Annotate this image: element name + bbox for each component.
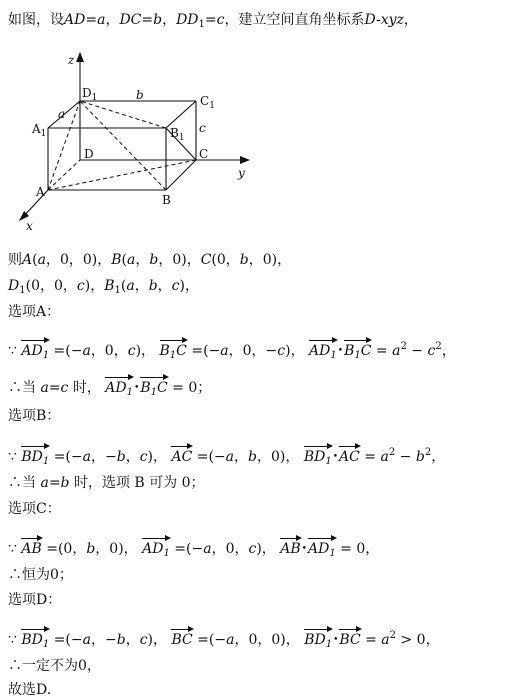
edge-a-label: a: [58, 107, 66, 121]
option-c-equation: ∵ AB =(0，b，0)， $AD_1 =(-a$，0，c)， $AB•AD_1 = 0$，: [8, 536, 379, 563]
option-b-equation: ∵ $BD_1 =(-a$，−b，c)， AC =(−a，b，0)， $BD_1•AC = a^2 - b^2$，: [8, 444, 445, 471]
option-a-equation: ∵ $AD_1 =(-a$，0，c)， $B_1C =(-a$，0，−c)， $AD_1•B_1C = a^2 - c^2$，: [8, 338, 456, 365]
intro-text: [8, 11, 418, 34]
label-A1: $A_1$: [32, 122, 47, 139]
option-b-title: 选项B：: [8, 408, 61, 424]
label-B1: $B_1$: [170, 126, 185, 143]
edge-c-label: c: [199, 121, 206, 135]
option-c-conclusion: ∴恒为0；: [8, 567, 73, 583]
option-d-title: 选项D：: [8, 592, 62, 608]
cuboid-figure: [0, 46, 260, 236]
label-B: B: [162, 193, 171, 207]
axis-y-label: y: [238, 166, 245, 180]
label-A: A: [36, 185, 45, 199]
option-b-conclusion: ∴当 a=b 时，选项 B 可为 0；: [8, 475, 205, 491]
intro-text-content: 如图，设AD=a，DC=b，$DD_1=c$，建立空间直角坐标系D-xyz，: [8, 12, 418, 30]
option-d-conclusion: ∴一定不为0，: [8, 658, 101, 674]
coords-line-1: 则A(a，0，0)，B(a，b，0)，C(0，b，0)，: [8, 252, 292, 268]
z-axis-arrow: [76, 52, 84, 62]
final-answer: 故选D.: [8, 682, 52, 698]
axis-x-label: x: [26, 219, 33, 233]
option-d-equation: ∵ $BD_1 =(-a$，−b，c)， BC =(−a，0，0)， $BD_1•BC = a^2 > 0$，: [8, 627, 440, 654]
coords-line-2: $D_1(0$，0，c)，$B_1(a$，b，c)，: [8, 278, 199, 296]
axis-z-label: z: [68, 53, 75, 67]
label-C: C: [199, 147, 209, 161]
option-c-title: 选项C：: [8, 501, 61, 517]
label-D1: $D_1$: [82, 86, 98, 103]
y-axis-arrow: [240, 156, 250, 164]
label-C1: $C_1$: [200, 94, 215, 111]
label-D: D: [84, 147, 94, 161]
option-a-title: 选项A：: [8, 304, 61, 320]
option-a-conclusion: ∴当 a=c 时， $AD_1•B_1C = 0$；: [8, 375, 211, 402]
edge-b-label: b: [136, 88, 144, 102]
